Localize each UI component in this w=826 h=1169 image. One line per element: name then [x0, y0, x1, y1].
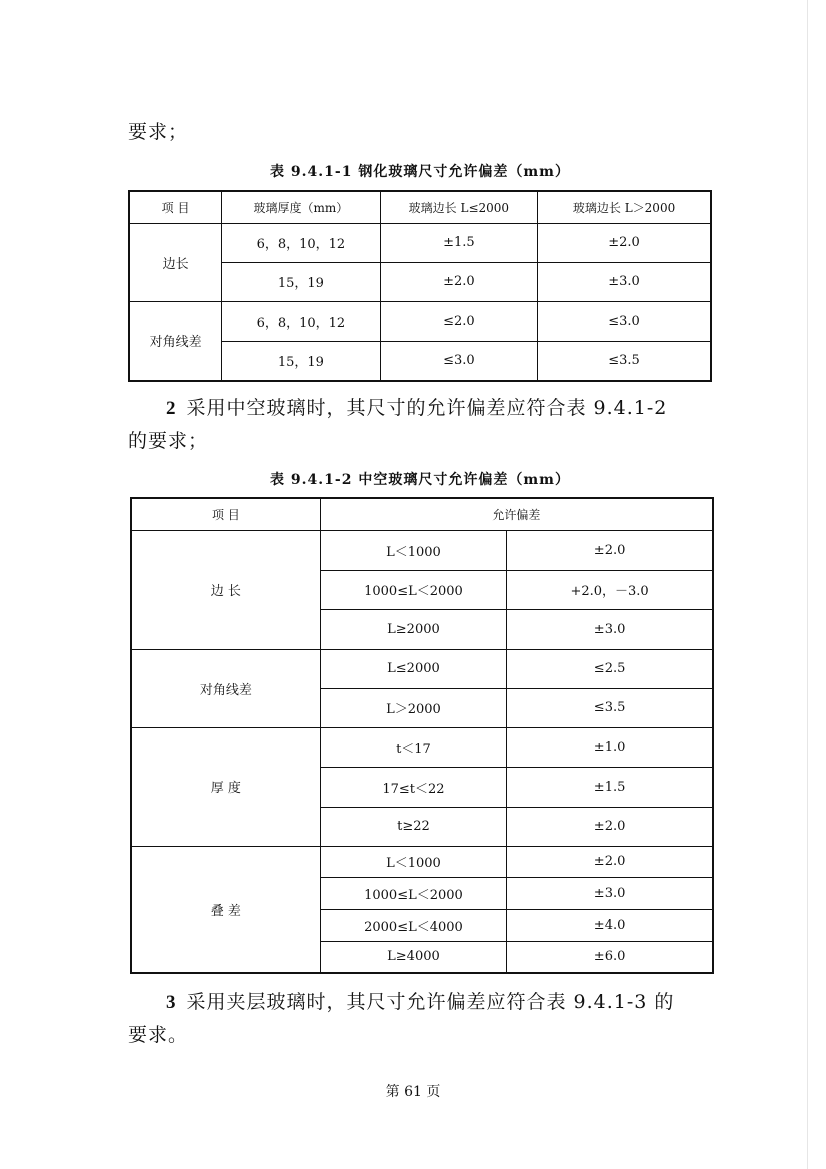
table-cell: +2.0，－3.0: [507, 570, 713, 609]
table-row: [131, 530, 713, 570]
paragraph-3: [128, 986, 718, 1052]
table-cell: 1000≤L＜2000: [320, 570, 506, 609]
table-cell: 6，8，10，12: [222, 223, 380, 262]
paragraph-text-cont: 要求。: [128, 1024, 189, 1046]
table-cell: ±2.0: [380, 262, 538, 301]
table-cell: ≤2.5: [507, 649, 713, 688]
table-cell: t≥22: [320, 807, 506, 846]
table-cell: ±2.0: [507, 846, 713, 877]
table-cell: ±1.5: [507, 767, 713, 807]
header-cell: 玻璃边长 L＞2000: [538, 191, 711, 223]
table-cell: ±2.0: [538, 223, 711, 262]
group-label: 边 长: [131, 530, 320, 649]
paragraph-2: [128, 392, 718, 458]
table-cell: ≤3.0: [538, 301, 711, 341]
group-label: 边长: [129, 223, 222, 301]
intro-line: 要求；: [128, 121, 189, 143]
table-cell: L＜1000: [320, 530, 506, 570]
table-cell: ±3.0: [507, 609, 713, 649]
table-cell: ±4.0: [507, 909, 713, 941]
header-cell: 玻璃边长 L≤2000: [380, 191, 538, 223]
table-cell: ±3.0: [507, 877, 713, 909]
page-number: 第 61 页: [385, 1084, 441, 1100]
table-cell: t＜17: [320, 727, 506, 767]
table-cell: ≤3.5: [538, 341, 711, 381]
table-row: [131, 846, 713, 877]
paragraph-text: 采用夹层玻璃时，其尺寸允许偏差应符合表 9.4.1-3 的: [186, 991, 675, 1013]
table-cell: 1000≤L＜2000: [320, 877, 506, 909]
table-header-row: [129, 191, 711, 223]
table-cell: ±3.0: [538, 262, 711, 301]
table-cell: L≤2000: [320, 649, 506, 688]
table-cell: ≤3.5: [507, 688, 713, 727]
group-label: 叠 差: [131, 846, 320, 973]
table-row: [129, 301, 711, 341]
table-cell: 15，19: [222, 262, 380, 301]
header-cell: 允许偏差: [320, 498, 713, 530]
table-cell: 6，8，10，12: [222, 301, 380, 341]
table-cell: ≤3.0: [380, 341, 538, 381]
table-cell: 2000≤L＜4000: [320, 909, 506, 941]
header-cell: 项 目: [131, 498, 320, 530]
table1-caption: 表 9.4.1-1 钢化玻璃尺寸允许偏差（mm）: [270, 164, 570, 180]
header-cell: 项 目: [129, 191, 222, 223]
table-cell: ≤2.0: [380, 301, 538, 341]
header-cell: 玻璃厚度（mm）: [222, 191, 380, 223]
table-cell: L＜1000: [320, 846, 506, 877]
table-cell: ±6.0: [507, 941, 713, 973]
table-cell: L≥2000: [320, 609, 506, 649]
paragraph-text: 采用中空玻璃时，其尺寸的允许偏差应符合表 9.4.1-2: [186, 397, 668, 419]
group-label: 对角线差: [131, 649, 320, 727]
paragraph-text-cont: 的要求；: [128, 430, 209, 452]
table-insulating-glass-tolerance: [130, 497, 714, 974]
table-cell: 17≤t＜22: [320, 767, 506, 807]
paragraph-number: 2: [166, 398, 177, 419]
table2-caption: 表 9.4.1-2 中空玻璃尺寸允许偏差（mm）: [270, 472, 570, 488]
group-label: 厚 度: [131, 727, 320, 846]
group-label: 对角线差: [129, 301, 222, 381]
table-tempered-glass-tolerance: [128, 190, 712, 382]
table-cell: L≥4000: [320, 941, 506, 973]
table-cell: 15，19: [222, 341, 380, 381]
table-cell: ±2.0: [507, 530, 713, 570]
table-cell: L＞2000: [320, 688, 506, 727]
page-edge-line: [807, 0, 808, 1169]
paragraph-number: 3: [166, 992, 177, 1013]
table-header-row: [131, 498, 713, 530]
table-cell: ±2.0: [507, 807, 713, 846]
table-row: [129, 223, 711, 262]
table-cell: ±1.0: [507, 727, 713, 767]
table-row: [131, 649, 713, 688]
table-row: [131, 727, 713, 767]
table-cell: ±1.5: [380, 223, 538, 262]
